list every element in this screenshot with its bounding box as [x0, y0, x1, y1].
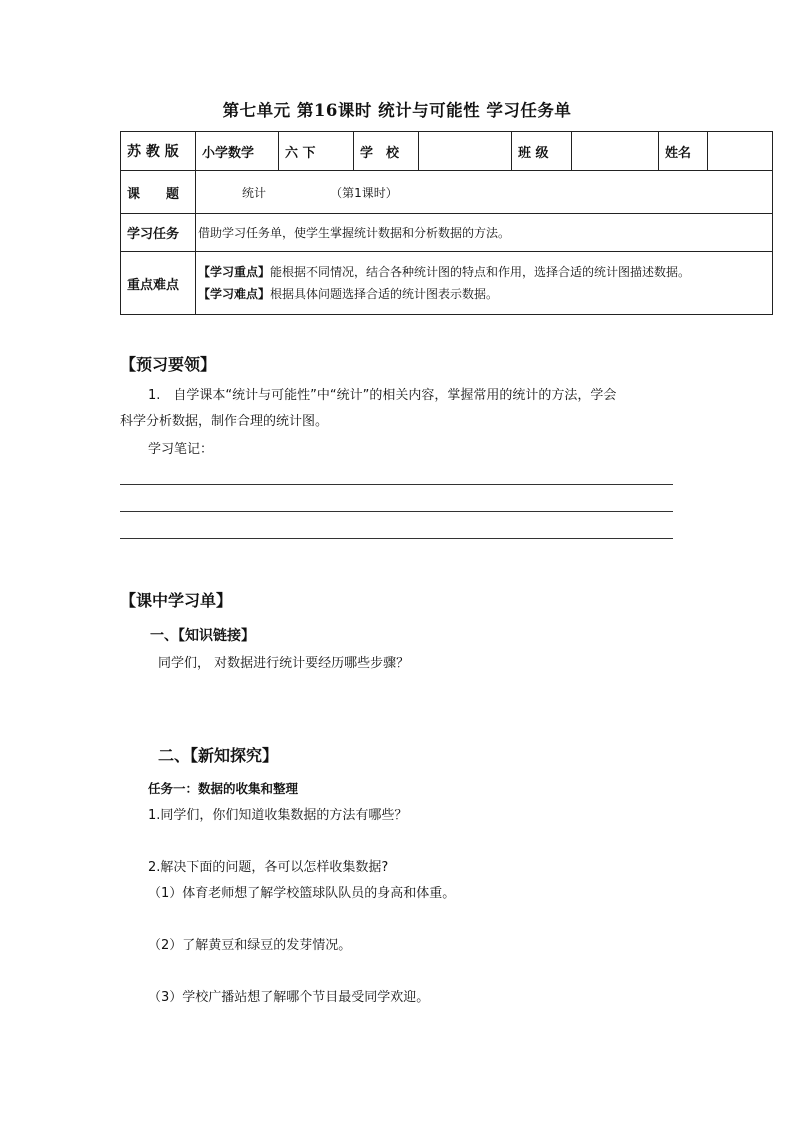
topic-value: 统计: [242, 185, 267, 200]
question-2-1: （1）体育老师想了解学校篮球队队员的身高和体重。: [148, 886, 456, 901]
question-2: 2.解决下面的问题，各可以怎样收集数据?: [148, 860, 389, 875]
key-point-text: 能根据不同情况，结合各种统计图的特点和作用，选择合适的统计图描述数据。: [270, 265, 691, 279]
key-label: 重点难点: [121, 252, 196, 315]
school-value: [419, 132, 512, 171]
page-title: 第七单元 第16课时 统计与可能性 学习任务单: [222, 101, 572, 120]
preview-item1-line2: 科学分析数据，制作合理的统计图。: [120, 414, 329, 429]
subject-cell: 小学数学: [196, 132, 279, 171]
difficulty-tag: 【学习难点】: [198, 287, 271, 301]
new-knowledge-heading: 二、【新知探究】: [158, 746, 279, 765]
classwork-heading: 【课中学习单】: [120, 591, 233, 610]
topic-label: 课 题: [121, 171, 196, 214]
question-2-2: （2）了解黄豆和绿豆的发芽情况。: [148, 938, 352, 953]
info-row-task: [121, 214, 773, 252]
info-row-topic: [121, 171, 773, 214]
knowledge-link-heading: 一、【知识链接】: [150, 628, 255, 644]
difficulty-text: 根据具体问题选择合适的统计图表示数据。: [270, 287, 499, 301]
knowledge-link-question: 同学们， 对数据进行统计要经历哪些步骤？: [158, 656, 410, 671]
key-point-tag: 【学习重点】: [198, 265, 271, 279]
question-1: 1.同学们，你们知道收集数据的方法有哪些？: [148, 808, 408, 823]
info-table: [120, 131, 773, 315]
class-value: [572, 132, 659, 171]
task-value: 借助学习任务单，使学生掌握统计数据和分析数据的方法。: [196, 214, 773, 252]
grade-cell: 六 下: [279, 132, 354, 171]
notes-line-1: [120, 484, 673, 485]
edition-cell: 苏 教 版: [121, 132, 196, 171]
class-label: 班 级: [512, 132, 572, 171]
difficulty-line: [198, 283, 766, 305]
notes-label: 学习笔记：: [148, 442, 214, 457]
name-label: 姓名: [659, 132, 708, 171]
preview-heading: 【预习要领】: [120, 355, 217, 374]
task-label: 学习任务: [121, 214, 196, 252]
notes-line-2: [120, 511, 673, 512]
preview-item1-line1: 1. 自学课本“统计与可能性”中“统计”的相关内容，掌握常用的统计的方法，学会: [148, 388, 617, 403]
name-value: [708, 132, 773, 171]
task1-heading: 任务一：数据的收集和整理: [148, 781, 299, 796]
question-2-3: （3）学校广播站想了解哪个节目最受同学欢迎。: [148, 990, 430, 1005]
notes-line-3: [120, 538, 673, 539]
school-label: 学 校: [354, 132, 419, 171]
info-row-key: [121, 252, 773, 315]
key-point-line: [198, 261, 766, 283]
info-row-header: [121, 132, 773, 171]
topic-period: （第1课时）: [330, 185, 398, 200]
key-content: [196, 252, 773, 315]
topic-value-cell: [196, 171, 773, 214]
